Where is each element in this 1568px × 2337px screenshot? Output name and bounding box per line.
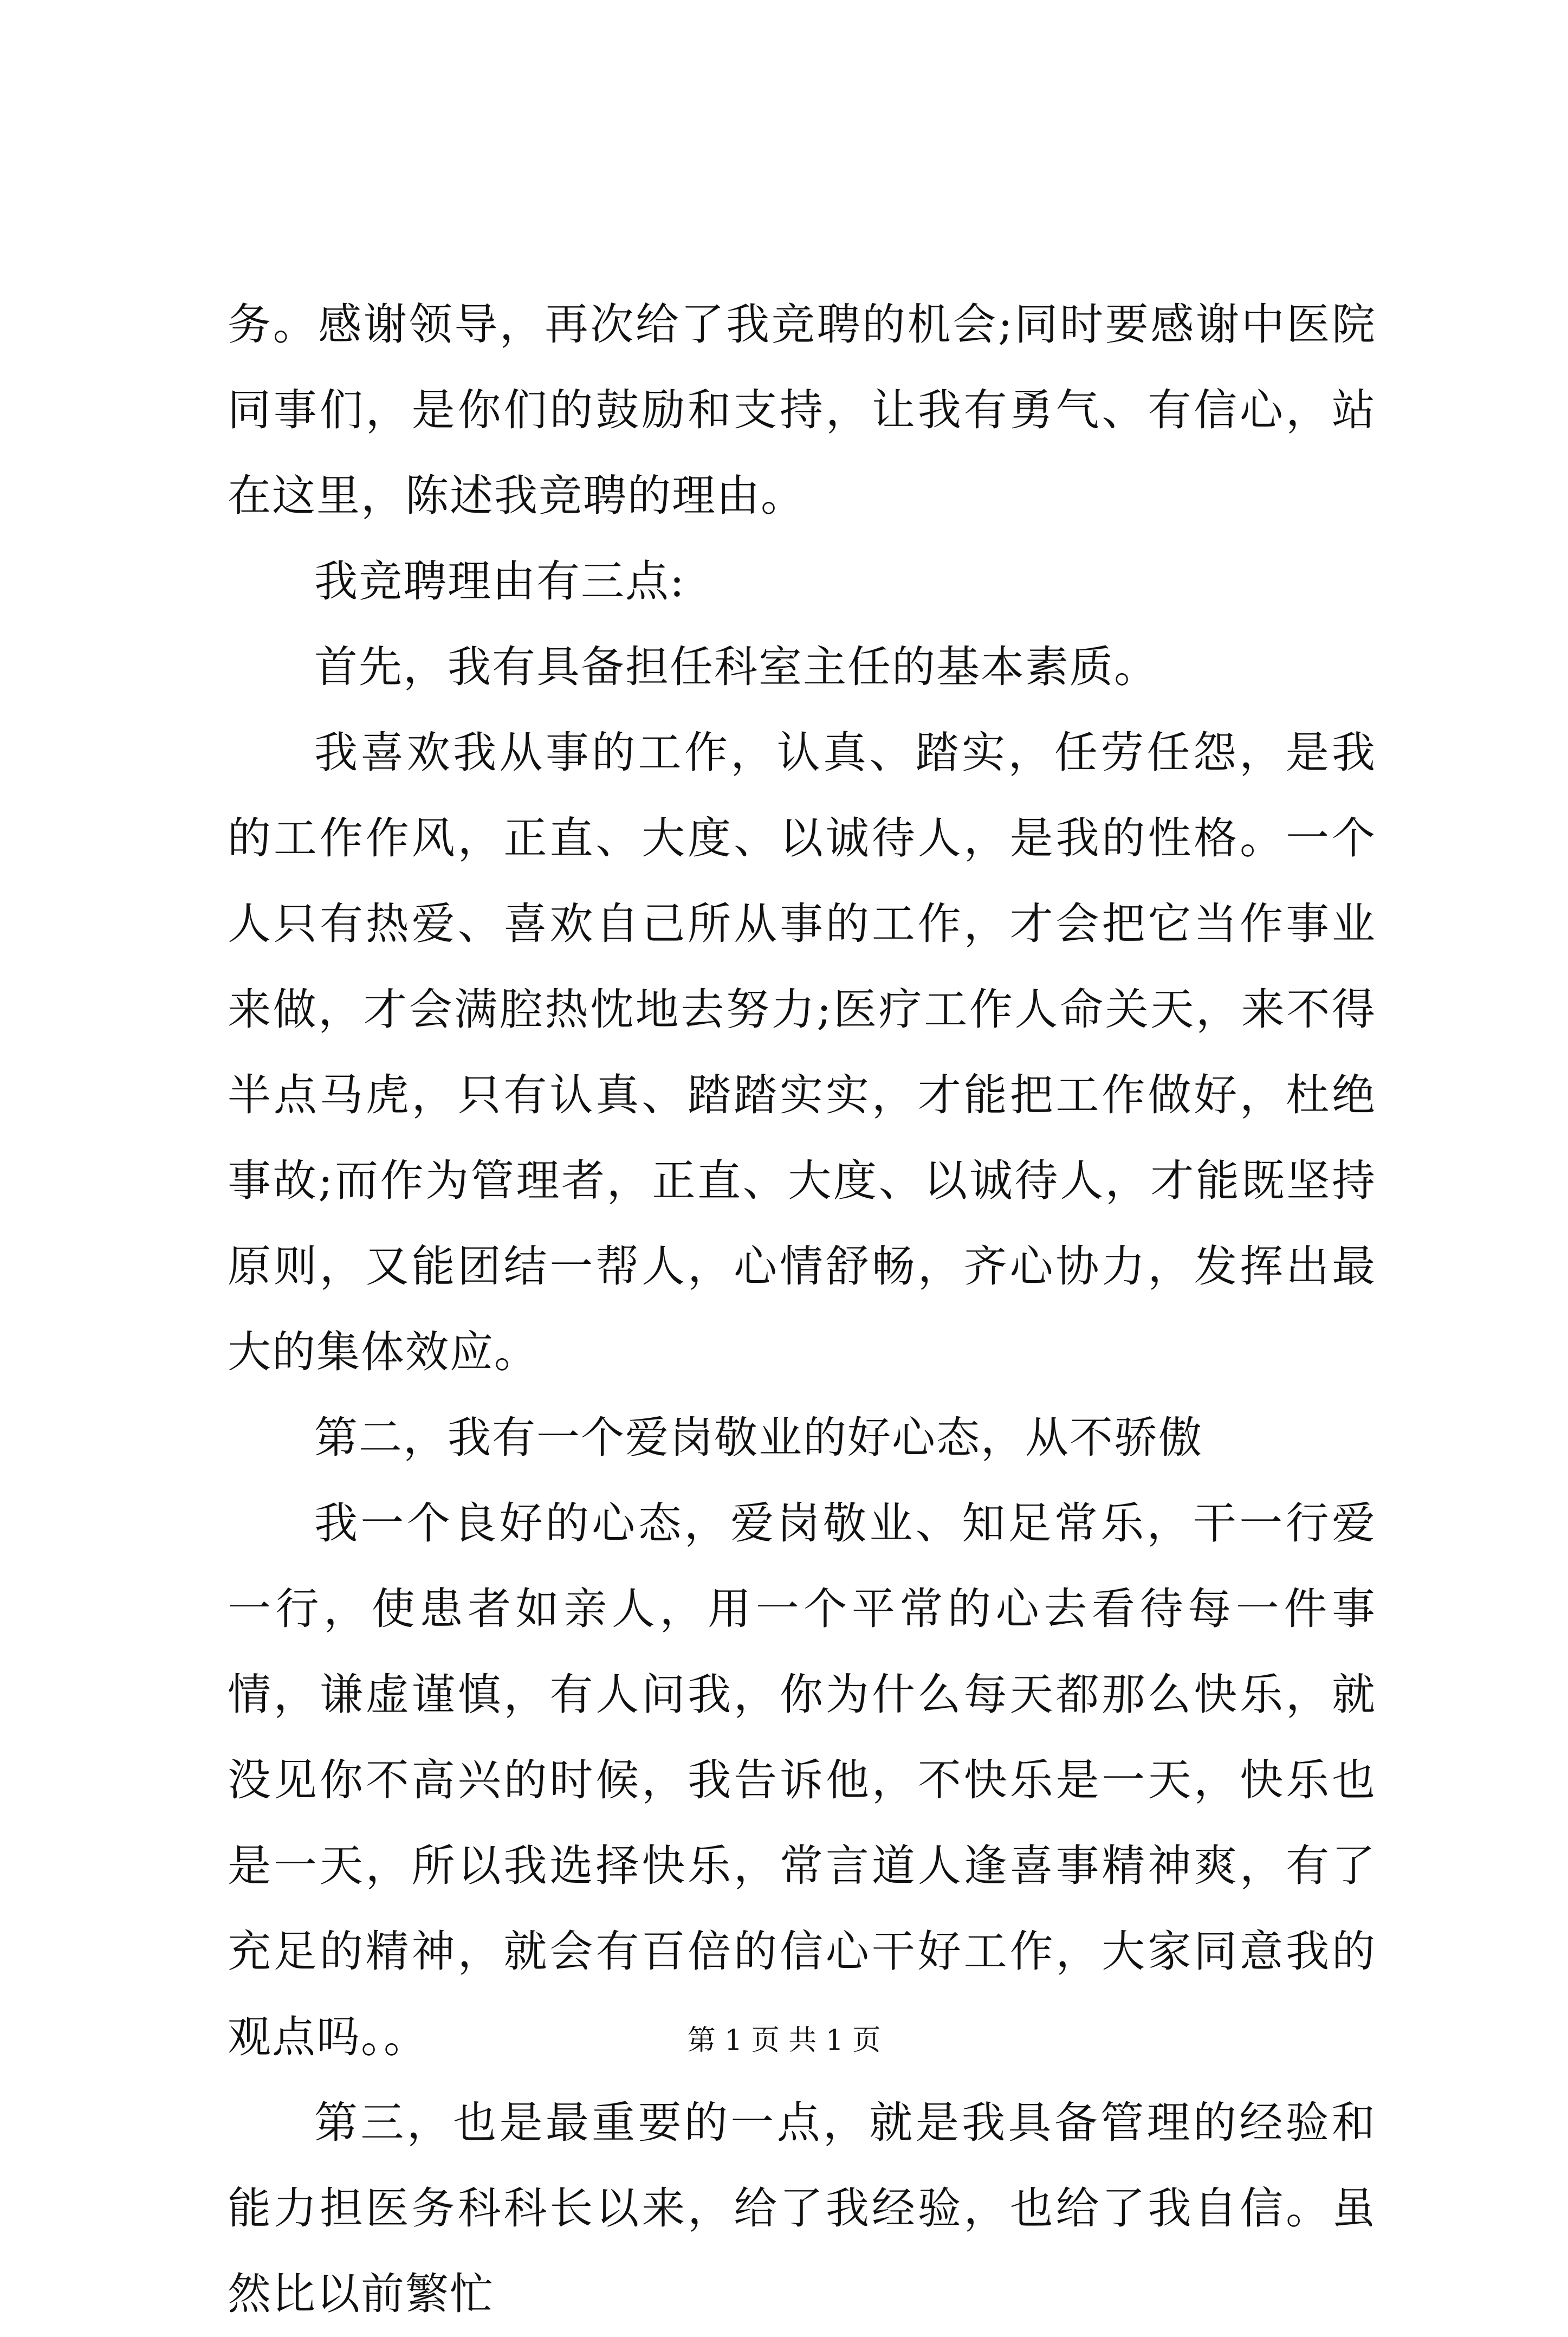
page-footer: 第 1 页 共 1 页 — [687, 2024, 881, 2057]
paragraph-5: 第二，我有一个爱岗敬业的好心态，从不骄傲 — [314, 1412, 1203, 1463]
paragraph-3: 首先，我有具备担任科室主任的基本素质。 — [314, 642, 1158, 692]
paragraph-2: 我竞聘理由有三点: — [314, 556, 685, 606]
paragraph-1: 务。感谢领导，再次给了我竞聘的机会;同时要感谢中医院同事们，是你们的鼓励和支持，让我有勇气、有信心，站在这里，陈述我竞聘的理由。 — [228, 299, 1376, 521]
paragraph-7: 第三，也是最重要的一点，就是我具备管理的经验和能力担医务科科长以来，给了我经验，也给了我自信。虽然比以前繁忙 — [228, 2097, 1376, 2319]
paragraph-6: 我一个良好的心态，爱岗敬业、知足常乐，干一行爱一行，使患者如亲人，用一个平常的心去看待每一件事情，谦虚谨慎，有人问我，你为什么每天都那么快乐，就没见你不高兴的时候，我告诉他，不快乐是一天，快乐也是一天，所以我选择快乐，常言道人逢喜事精神爽，有了充足的精神，就会有百倍的信心干好工作，大家同意我的观点吗。。 — [228, 1498, 1376, 2062]
paragraph-4: 我喜欢我从事的工作，认真、踏实，任劳任怨，是我的工作作风，正直、大度、以诚待人，是我的性格。一个人只有热爱、喜欢自己所从事的工作，才会把它当作事业来做，才会满腔热忱地去努力;医疗工作人命关天，来不得半点马虎，只有认真、踏踏实实，才能把工作做好，杜绝事故;而作为管理者，正直、大度、以诚待人，才能既坚持原则，又能团结一帮人，心情舒畅，齐心协力，发挥出最大的集体效应。 — [228, 727, 1376, 1377]
